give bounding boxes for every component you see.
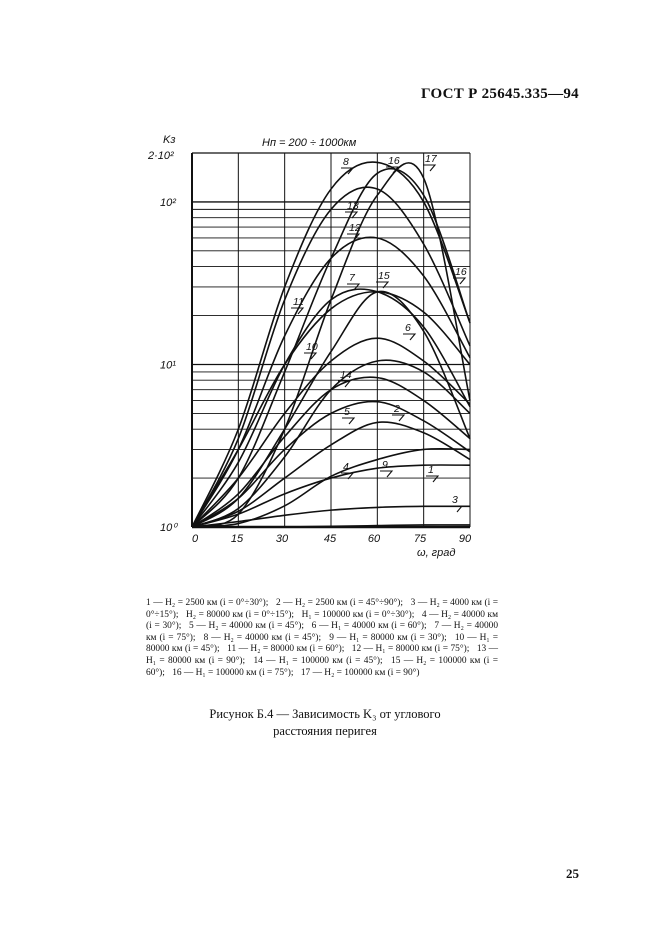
legend-item: H₂ = 80000 км (i = 0°÷15°); xyxy=(186,609,295,620)
legend-item: 6 — H₁ = 40000 км (i = 60°); xyxy=(311,621,427,632)
y-axis-extra-label: 2·10² xyxy=(148,150,174,162)
legend-item: 11 — H₂ = 80000 км (i = 60°); xyxy=(227,644,345,655)
curve-label: 7 xyxy=(349,272,355,284)
x-tick-label: 90 xyxy=(458,533,472,545)
x-axis-label: ω, град xyxy=(417,547,456,559)
curve-label: 12 xyxy=(349,222,361,234)
curve-label: 4 xyxy=(343,461,349,473)
legend-item: 8 — H₂ = 40000 км (i = 45°); xyxy=(203,632,322,643)
legend-item: 10 — H₁ = 80000 км (i = 45°); xyxy=(146,632,499,655)
legend-item: 7 — H₂ = 40000 км (i = 75°); xyxy=(146,621,499,643)
legend-item: 2 — H₂ = 2500 км (i = 45°÷90°); xyxy=(275,598,404,608)
legend-item: 16 — H₁ = 100000 км (i = 75°); xyxy=(172,667,294,678)
legend-item: 3 — H₂ = 4000 км (i = 0°÷15°); xyxy=(146,598,499,620)
curve-label: 1 xyxy=(428,464,434,476)
figure-legend xyxy=(146,598,498,679)
curve-label: 15 xyxy=(378,270,390,282)
curve-label: 16 xyxy=(455,266,467,278)
curve-label: 9 xyxy=(382,459,388,471)
chart-title: Hп = 200 ÷ 1000км xyxy=(262,137,357,149)
curve-label: 3 xyxy=(452,494,458,506)
document-id: ГОСТ Р 25645.335—94 xyxy=(421,86,579,102)
curve-label: 6 xyxy=(405,322,411,334)
x-tick-label: 60 xyxy=(367,533,381,545)
legend-item: 1 — H₂ = 2500 км (i = 0°÷30°); xyxy=(146,598,269,608)
curve-label: 13 xyxy=(347,200,359,212)
legend-item: 5 — H₂ = 40000 км (i = 45°); xyxy=(189,621,304,632)
curve-label-leader xyxy=(426,476,438,482)
legend-item: 12 — H₁ = 80000 км (i = 75°); xyxy=(351,644,470,655)
x-tick-label: 45 xyxy=(323,533,337,545)
y-tick-label: 10⁰ xyxy=(160,522,177,534)
legend-item: 13 — H₁ = 80000 км (i = 90°); xyxy=(146,644,499,666)
caption-line-1: Рисунок Б.4 — Зависимость K₃ от углового xyxy=(209,707,441,721)
legend-item: 15 — H₂ = 100000 км (i = 60°); xyxy=(146,655,499,678)
curve-label-leader xyxy=(342,418,354,424)
curve-label: 10 xyxy=(306,341,318,353)
curve-label: 14 xyxy=(340,369,352,381)
curve-label: 2 xyxy=(394,403,400,415)
curve-label-leader xyxy=(403,334,415,340)
curve-label: 16 xyxy=(388,155,400,167)
legend-item: 9 — H₁ = 80000 км (i = 30°); xyxy=(329,632,447,643)
x-tick-label: 75 xyxy=(413,533,427,545)
figure-caption xyxy=(150,706,500,740)
curve-label-leader xyxy=(392,415,404,421)
legend-item: 14 — H₁ = 100000 км (i = 45°); xyxy=(253,655,383,666)
legend-item: 17 — H₂ = 100000 км (i = 90°) xyxy=(300,667,420,678)
curve-label-leader xyxy=(423,165,435,171)
y-axis-label: Kз xyxy=(163,134,176,146)
curve-label: 5 xyxy=(344,406,350,418)
legend-item: H₁ = 100000 км (i = 0°÷30°); xyxy=(301,609,415,620)
y-tick-label: 10² xyxy=(160,196,176,209)
chart-ticks xyxy=(160,197,472,545)
curve-label: 17 xyxy=(425,153,437,165)
chart-curve-labels xyxy=(291,153,467,512)
legend-item: 4 — H₂ = 40000 км (i = 30°); xyxy=(146,609,499,632)
x-tick-label: 15 xyxy=(230,533,244,545)
curve-label-leader xyxy=(380,471,392,477)
x-tick-label: 30 xyxy=(275,533,289,545)
page-number: 25 xyxy=(566,866,579,881)
x-tick-label: 0 xyxy=(191,533,199,545)
caption-line-2: расстояния перигея xyxy=(273,724,377,738)
curve-label: 8 xyxy=(343,156,349,168)
y-tick-label: 10¹ xyxy=(160,359,176,372)
curve-label: 11 xyxy=(293,296,304,308)
